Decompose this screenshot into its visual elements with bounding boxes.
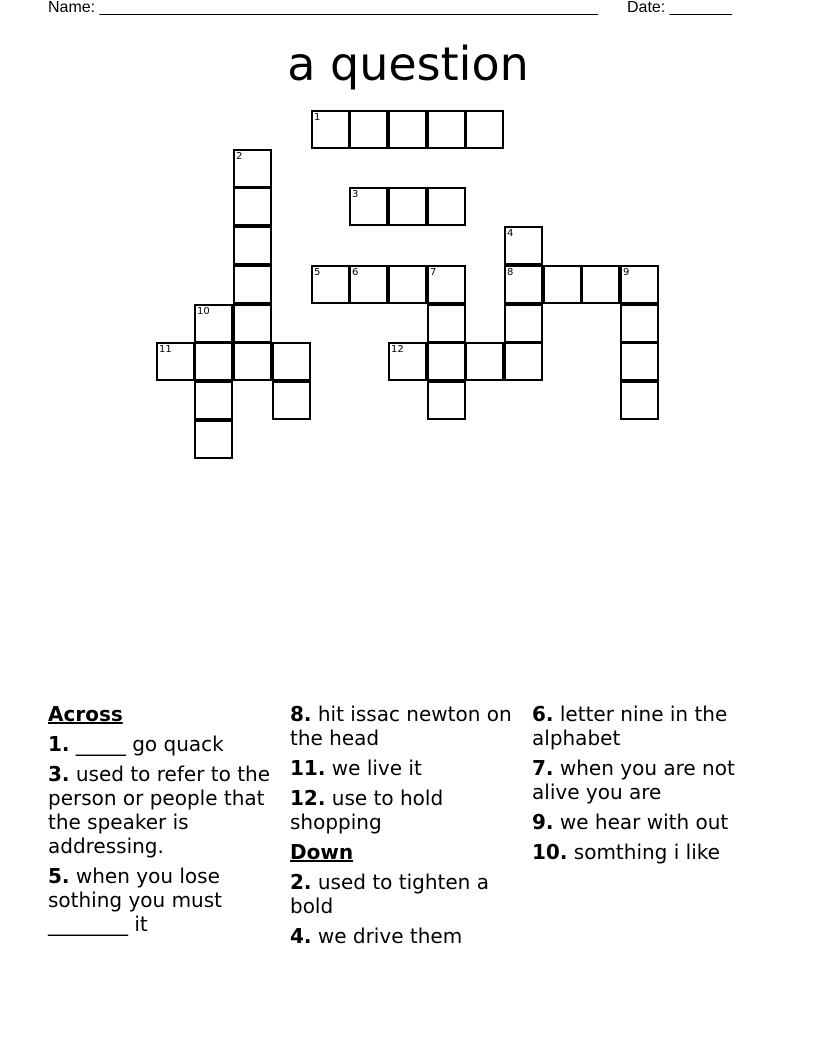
clue-across-12 [290, 786, 526, 834]
crossword-cell[interactable] [427, 110, 466, 149]
crossword-cell[interactable] [194, 381, 233, 420]
clue-text: when you lose sothing you must ________ it [48, 864, 222, 936]
clue-text: we live it [325, 756, 422, 780]
across-heading: Across [48, 702, 123, 726]
crossword-cell[interactable] [233, 149, 272, 188]
clue-number: 11. [290, 756, 326, 780]
down-heading: Down [290, 840, 354, 864]
crossword-cell[interactable] [388, 342, 427, 381]
crossword-cell[interactable] [194, 304, 233, 343]
clue-number: 1. [48, 732, 70, 756]
crossword-cell[interactable] [388, 187, 427, 226]
crossword-cell[interactable] [311, 265, 350, 304]
crossword-grid [0, 0, 816, 470]
clue-down-10 [532, 840, 768, 864]
clue-column-1 [48, 702, 284, 942]
crossword-cell[interactable] [427, 342, 466, 381]
cell-number: 8 [507, 267, 514, 278]
clue-text: letter nine in the alphabet [532, 702, 728, 750]
crossword-cell[interactable] [233, 187, 272, 226]
clue-across-8 [290, 702, 526, 750]
crossword-cell[interactable] [194, 342, 233, 381]
crossword-cell[interactable] [349, 265, 388, 304]
crossword-cell[interactable] [620, 342, 659, 381]
crossword-cell[interactable] [427, 381, 466, 420]
clue-number: 10. [532, 840, 568, 864]
clue-number: 2. [290, 870, 312, 894]
clue-number: 7. [532, 756, 554, 780]
crossword-cell[interactable] [233, 265, 272, 304]
cell-number: 5 [314, 267, 321, 278]
clue-number: 4. [290, 924, 312, 948]
clue-text: use to hold shopping [290, 786, 444, 834]
clue-text: somthing i like [567, 840, 720, 864]
cell-number: 2 [236, 151, 243, 162]
crossword-cell[interactable] [504, 304, 543, 343]
crossword-cell[interactable] [504, 226, 543, 265]
crossword-cell[interactable] [194, 420, 233, 459]
clue-across-3 [48, 762, 284, 858]
crossword-cell[interactable] [427, 304, 466, 343]
crossword-cell[interactable] [620, 381, 659, 420]
crossword-cell[interactable] [311, 110, 350, 149]
crossword-cell[interactable] [388, 110, 427, 149]
clue-across-1 [48, 732, 284, 756]
crossword-cell[interactable] [465, 110, 504, 149]
crossword-cell[interactable] [349, 187, 388, 226]
clue-number: 6. [532, 702, 554, 726]
crossword-cell[interactable] [543, 265, 582, 304]
cell-number: 4 [507, 228, 514, 239]
crossword-cell[interactable] [504, 265, 543, 304]
clue-down-9 [532, 810, 768, 834]
cell-number: 6 [352, 267, 359, 278]
clue-text: we drive them [311, 924, 463, 948]
clue-number: 8. [290, 702, 312, 726]
crossword-cell[interactable] [156, 342, 195, 381]
crossword-cell[interactable] [427, 187, 466, 226]
clue-text: when you are not alive you are [532, 756, 735, 804]
date-label: Date: _______ [627, 0, 732, 16]
clue-down-7 [532, 756, 768, 804]
clue-text: used to refer to the person or people that the speaker is addressing. [48, 762, 271, 858]
clue-text: hit issac newton on the head [290, 702, 512, 750]
clue-number: 3. [48, 762, 70, 786]
crossword-cell[interactable] [233, 226, 272, 265]
clue-number: 5. [48, 864, 70, 888]
clue-text: we hear with out [553, 810, 729, 834]
clue-down-2 [290, 870, 526, 918]
cell-number: 3 [352, 189, 359, 200]
clue-text: _____ go quack [69, 732, 224, 756]
crossword-cell[interactable] [349, 110, 388, 149]
cell-number: 9 [623, 267, 630, 278]
clue-column-3 [532, 702, 768, 870]
crossword-cell[interactable] [620, 304, 659, 343]
crossword-cell[interactable] [272, 342, 311, 381]
crossword-cell[interactable] [465, 342, 504, 381]
cell-number: 1 [314, 112, 321, 123]
puzzle-title: a question [287, 37, 529, 91]
cell-number: 12 [391, 344, 404, 355]
clue-column-2 [290, 702, 526, 954]
clue-number: 12. [290, 786, 326, 810]
cell-number: 10 [197, 306, 210, 317]
crossword-cell[interactable] [233, 304, 272, 343]
crossword-cell[interactable] [272, 381, 311, 420]
crossword-cell[interactable] [233, 342, 272, 381]
crossword-cell[interactable] [620, 265, 659, 304]
cell-number: 11 [159, 344, 172, 355]
crossword-cell[interactable] [504, 342, 543, 381]
name-label: Name: ________________________________________________________ [48, 0, 598, 16]
crossword-cell[interactable] [427, 265, 466, 304]
cell-number: 7 [430, 267, 437, 278]
clue-across-11 [290, 756, 526, 780]
clue-text: used to tighten a bold [290, 870, 489, 918]
crossword-cell[interactable] [581, 265, 620, 304]
clue-number: 9. [532, 810, 554, 834]
clue-across-5 [48, 864, 284, 936]
clue-down-6 [532, 702, 768, 750]
crossword-cell[interactable] [388, 265, 427, 304]
clue-down-4 [290, 924, 526, 948]
